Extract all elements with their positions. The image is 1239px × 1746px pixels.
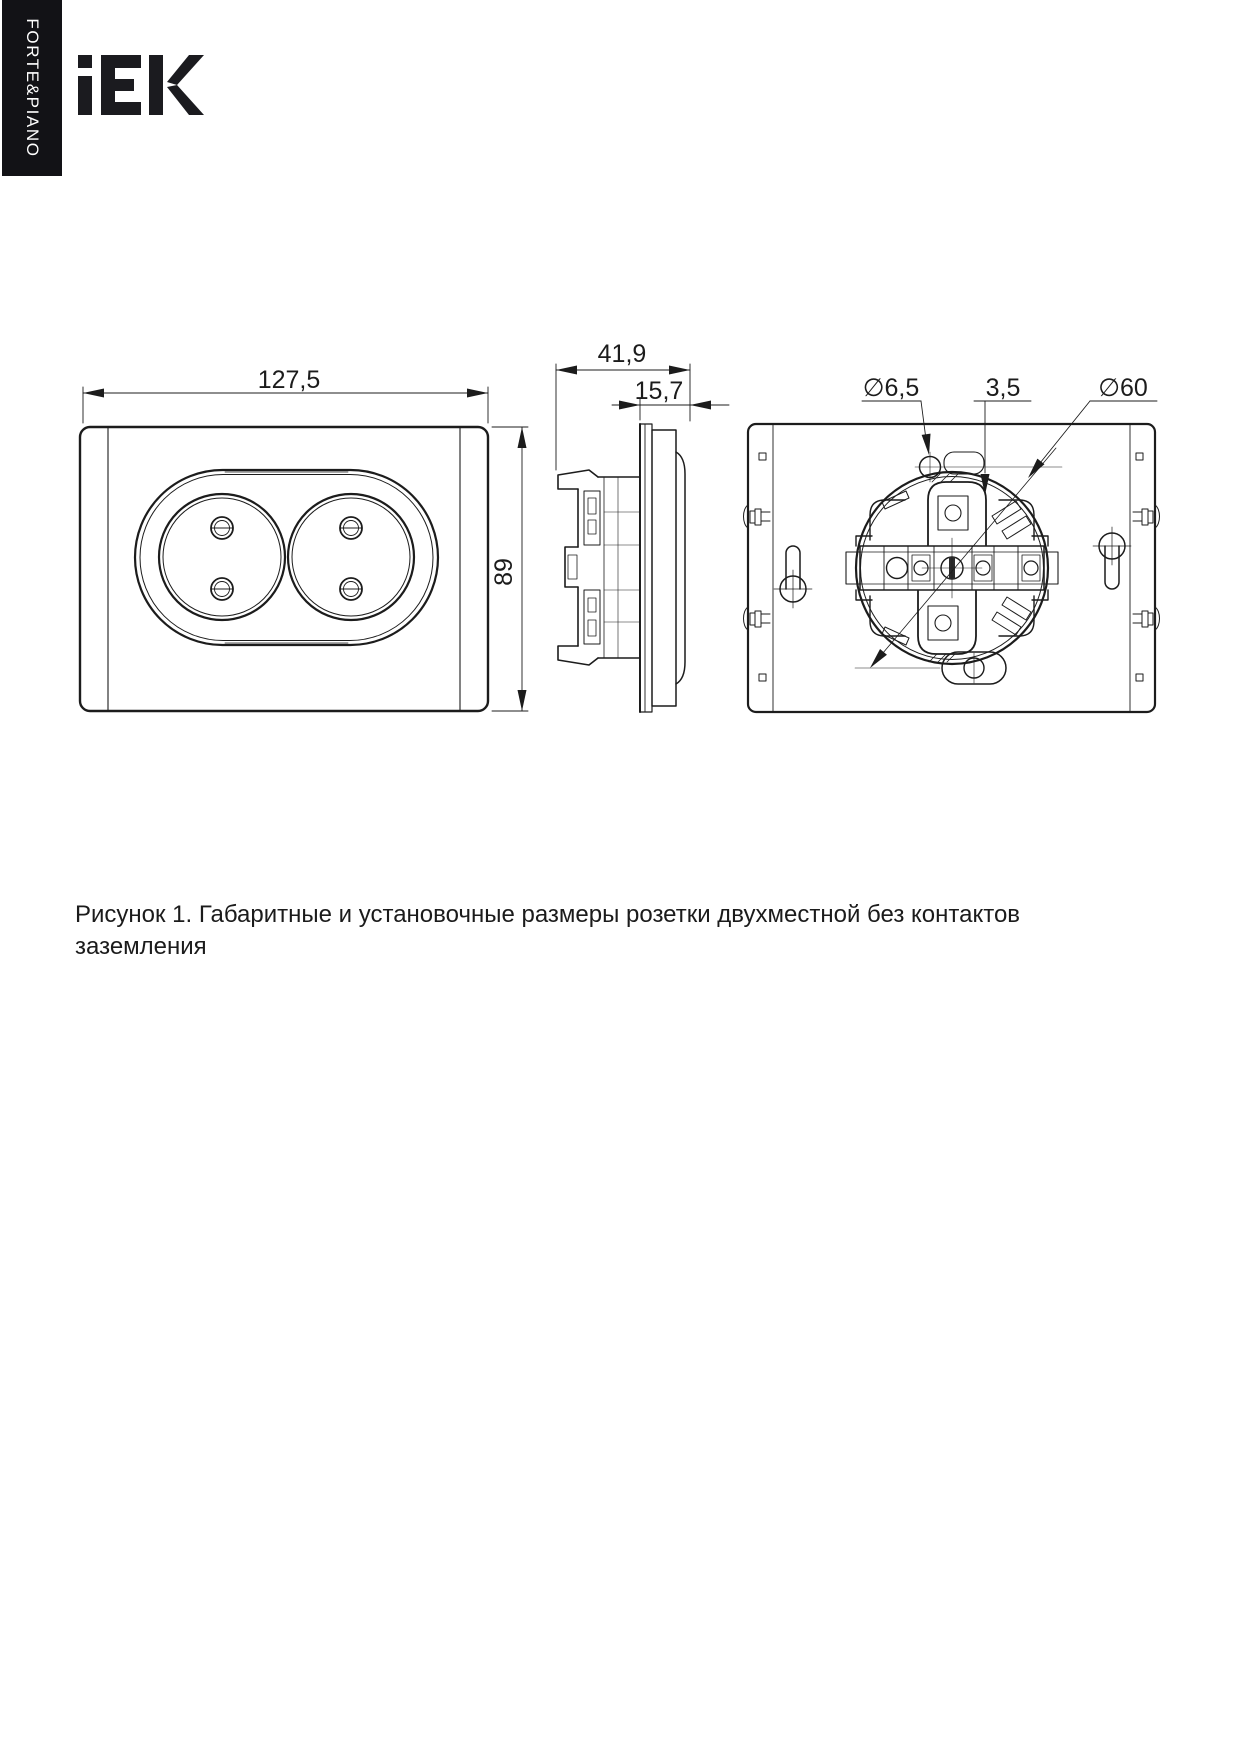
side-view-drawing (556, 340, 729, 712)
dim-box-diameter-label: ∅60 (1098, 374, 1148, 402)
figure-caption (75, 899, 1045, 963)
figure-drawing (40, 330, 1200, 740)
dim-front-width-label: 127,5 (257, 366, 321, 394)
dim-slot-width-label: 3,5 (985, 374, 1021, 402)
dim-side-cover-depth-label: 15,7 (634, 377, 684, 405)
dim-box-diameter (1024, 374, 1157, 481)
dim-front-height-label: 89 (490, 558, 518, 586)
brand-banner (2, 0, 62, 176)
iek-logo-icon (78, 53, 204, 117)
top-claw (928, 474, 986, 545)
dim-side-depth-label: 41,9 (597, 340, 647, 368)
dim-side-cover-depth (612, 377, 729, 420)
caption-line-2: заземления (75, 933, 207, 960)
back-view-drawing (744, 374, 1160, 712)
dim-front-height (490, 427, 528, 711)
front-view-drawing (80, 366, 528, 711)
iek-logo-letters (78, 55, 204, 115)
dim-slot-width (974, 374, 1031, 495)
dim-front-width (83, 366, 488, 423)
brand-banner-text: FORTE&PIANO (23, 18, 42, 158)
dim-hole-diameter (862, 374, 933, 456)
caption-line-1: Рисунок 1. Габаритные и установочные размеры розетки двухместной без контактов (75, 901, 1021, 928)
dim-hole-diameter-label: ∅6,5 (862, 374, 920, 402)
